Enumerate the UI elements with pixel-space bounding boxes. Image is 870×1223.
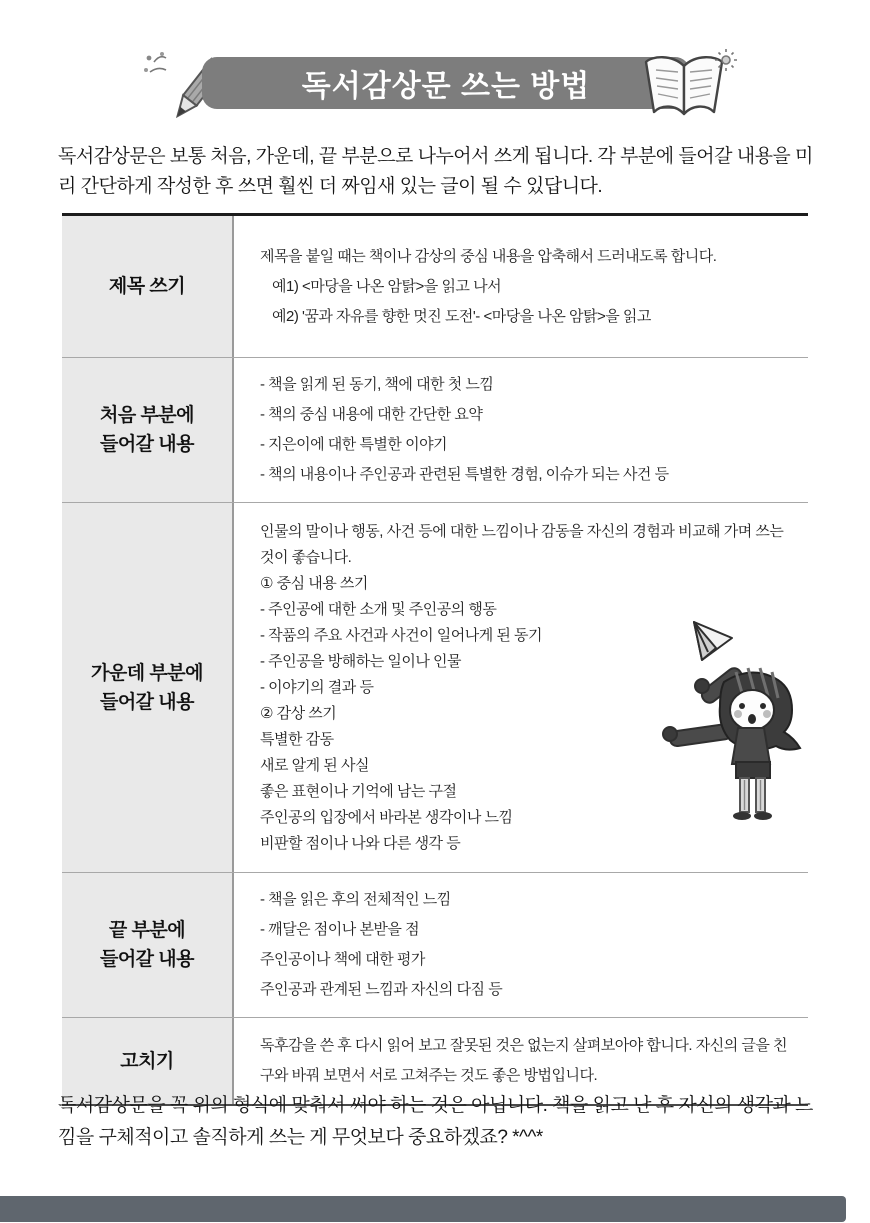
content-line: 비판할 점이나 나와 다른 생각 등 [260, 834, 461, 852]
row-label: 끝 부분에 들어갈 내용 [62, 873, 234, 1017]
content-line: 특별한 감동 [260, 730, 334, 748]
table-row [62, 357, 808, 502]
content-line: - 책을 읽은 후의 전체적인 느낌 [260, 891, 451, 908]
table-row [62, 216, 808, 357]
content-line: ② 감상 쓰기 [260, 704, 337, 722]
content-line: 인물의 말이나 행동, 사건 등에 대한 느낌이나 감동을 자신의 경험과 비교해 가며 쓰는 것이 좋습니다. [260, 522, 784, 566]
content-line: 제목을 붙일 때는 책이나 감상의 중심 내용을 압축해서 드러내도록 합니다. [260, 247, 717, 265]
row-content [234, 873, 808, 1017]
open-book-icon [634, 48, 738, 133]
paper-airplane-icon [694, 622, 732, 660]
content-line: 좋은 표현이나 기억에 남는 구절 [260, 782, 457, 800]
row-label: 제목 쓰기 [62, 216, 234, 357]
intro-paragraph: 독서감상문은 보통 처음, 가운데, 끝 부분으로 나누어서 쓰게 됩니다. 각 부분에 들어갈 내용을 미리 간단하게 작성한 후 쓰면 훨씬 더 짜임새 있는 글이 될 수 있답니다. [58, 146, 813, 197]
content-line: - 책의 중심 내용에 대한 간단한 요약 [260, 406, 483, 423]
row-content [234, 358, 808, 502]
content-line: - 지은이에 대한 특별한 이야기 [260, 436, 448, 453]
content-line: - 작품의 주요 사건과 사건이 일어나게 된 동기 [260, 626, 542, 644]
content-line: 예1) <마당을 나온 암탉>을 읽고 나서 [272, 277, 502, 295]
content-line: 독후감을 쓴 후 다시 읽어 보고 잘못된 것은 없는지 살펴보아야 합니다. 자신의 글을 친구와 바꿔 보면서 서로 고쳐주는 것도 좋은 방법입니다. [260, 1037, 788, 1084]
title-banner [202, 57, 690, 109]
row-label: 고치기 [62, 1018, 234, 1104]
content-line: - 주인공에 대한 소개 및 주인공의 행동 [260, 600, 497, 618]
content-line: 주인공과 관계된 느낌과 자신의 다짐 등 [260, 981, 503, 998]
content-line: 예2) '꿈과 자유를 향한 멋진 도전'- <마당을 나온 암탉>을 읽고 [272, 307, 651, 325]
row-content [234, 216, 808, 357]
footer-paragraph: 독서감상문을 꼭 위의 형식에 맞춰서 써야 하는 것은 아닙니다. 책을 읽고 난 후 자신의 생각과 느낌을 구체적이고 솔직하게 쓰는 게 무엇보다 중요하겠죠? *^^* [58, 1095, 813, 1148]
content-line: 주인공의 입장에서 바라본 생각이나 느낌 [260, 808, 513, 826]
bottom-bar [0, 1196, 846, 1222]
content-line: 주인공이나 책에 대한 평가 [260, 951, 425, 968]
girl-throwing-paper-airplane-illustration [646, 608, 824, 831]
content-line: - 깨달은 점이나 본받을 점 [260, 921, 420, 938]
row-label: 가운데 부분에 들어갈 내용 [62, 503, 234, 872]
content-line: - 책의 내용이나 주인공과 관련된 특별한 경험, 이슈가 되는 사건 등 [260, 466, 669, 483]
content-line: - 이야기의 결과 등 [260, 678, 374, 696]
row-label: 처음 부분에 들어갈 내용 [62, 358, 234, 502]
page-title: 독서감상문 쓰는 방법 [301, 70, 591, 103]
content-line: ① 중심 내용 쓰기 [260, 574, 368, 592]
table-row [62, 872, 808, 1017]
content-line: 새로 알게 된 사실 [260, 756, 369, 774]
content-line: - 주인공을 방해하는 일이나 인물 [260, 652, 462, 670]
content-line: - 책을 읽게 된 동기, 책에 대한 첫 느낌 [260, 376, 494, 393]
